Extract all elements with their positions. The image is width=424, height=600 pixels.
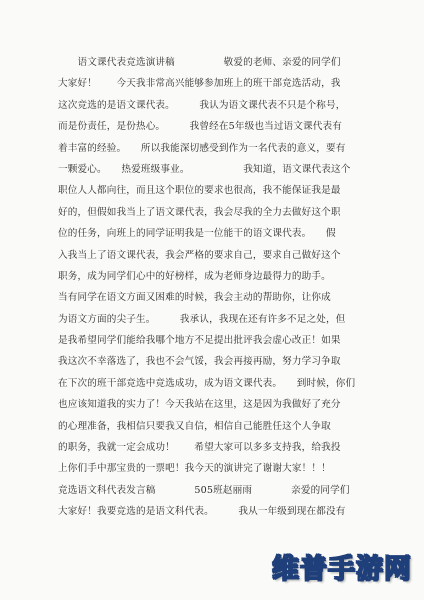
text-line: 上你们手中那宝贵的一票吧！我今天的演讲完了谢谢大家！！！ [58, 463, 331, 475]
text-line: 一颗爱心。 热爱班级事业。 我知道，语文课代表这个 [58, 163, 351, 175]
text-line: 为语文方面的尖子生。 我承认，我现在还有许多不足之处，但 [58, 313, 346, 325]
text-line: 这次竞选的是语文课代表。 我认为语文课代表不只是个称号， [58, 99, 346, 111]
document-body [58, 52, 368, 523]
text-line: 的职务，我就一定会成功！ 希望大家可以多多支持我，给我投 [58, 442, 341, 454]
text-line: 当有同学在语文方面又困难的时候，我会主动的帮助你，让你成 [58, 292, 331, 304]
text-line: 入我当上了语文课代表，我会严格的要求自己，要求自己做好这个 [58, 249, 341, 261]
text-line: 在下次的班干部竞选中竞选成功，成为语文课代表。 到时候，你们 [58, 377, 356, 389]
watermark-logo: 维普手游网 [272, 554, 412, 585]
text-line: 职务，成为同学们心中的好榜样，成为老师身边最得力的助手。 [58, 270, 331, 282]
text-line: 语文课代表竞选演讲稿 敬爱的老师、亲爱的同学们 [58, 57, 341, 68]
text-line: 是我希望同学们能给我哪个地方不足提出批评我会虚心改正！如果 [58, 335, 341, 347]
text-line: 位的任务，向班上的同学证明我是一位能干的语文课代表。 假 [58, 228, 336, 240]
text-line: 也应该知道我的实力了！今天我站在这里，这是因为我做好了充分 [58, 399, 341, 411]
text-line: 好的，但假如我当上了语文课代表，我会尽我的全力去做好这个职 [58, 206, 341, 218]
text-line: 而是份责任，是份热心。 我曾经在5年级也当过语文课代表有 [58, 121, 343, 133]
text-line: 我这次不幸落选了，我也不会气馁，我会再接再励，努力学习争取 [58, 356, 341, 368]
text-line: 职位人人都向往，而且这个职位的要求也很高，我不能保证我是最 [58, 185, 341, 197]
text-line: 的心理准备，我相信只要我又自信，相信自己能胜任这个人争取 [58, 420, 331, 432]
text-line: 着丰富的经验。 所以我能深切感受到作为一名代表的意义，要有 [58, 142, 346, 154]
text-line: 竞选语文科代表发言稿 505班赵丽雨 亲爱的同学们 [58, 484, 350, 496]
text-line: 大家好！ 今天我非常高兴能够参加班上的班干部竞选活动，我 [58, 78, 341, 90]
text-line: 大家好！我要竞选的是语文科代表。 我从一年级到现在都没有 [58, 506, 346, 518]
